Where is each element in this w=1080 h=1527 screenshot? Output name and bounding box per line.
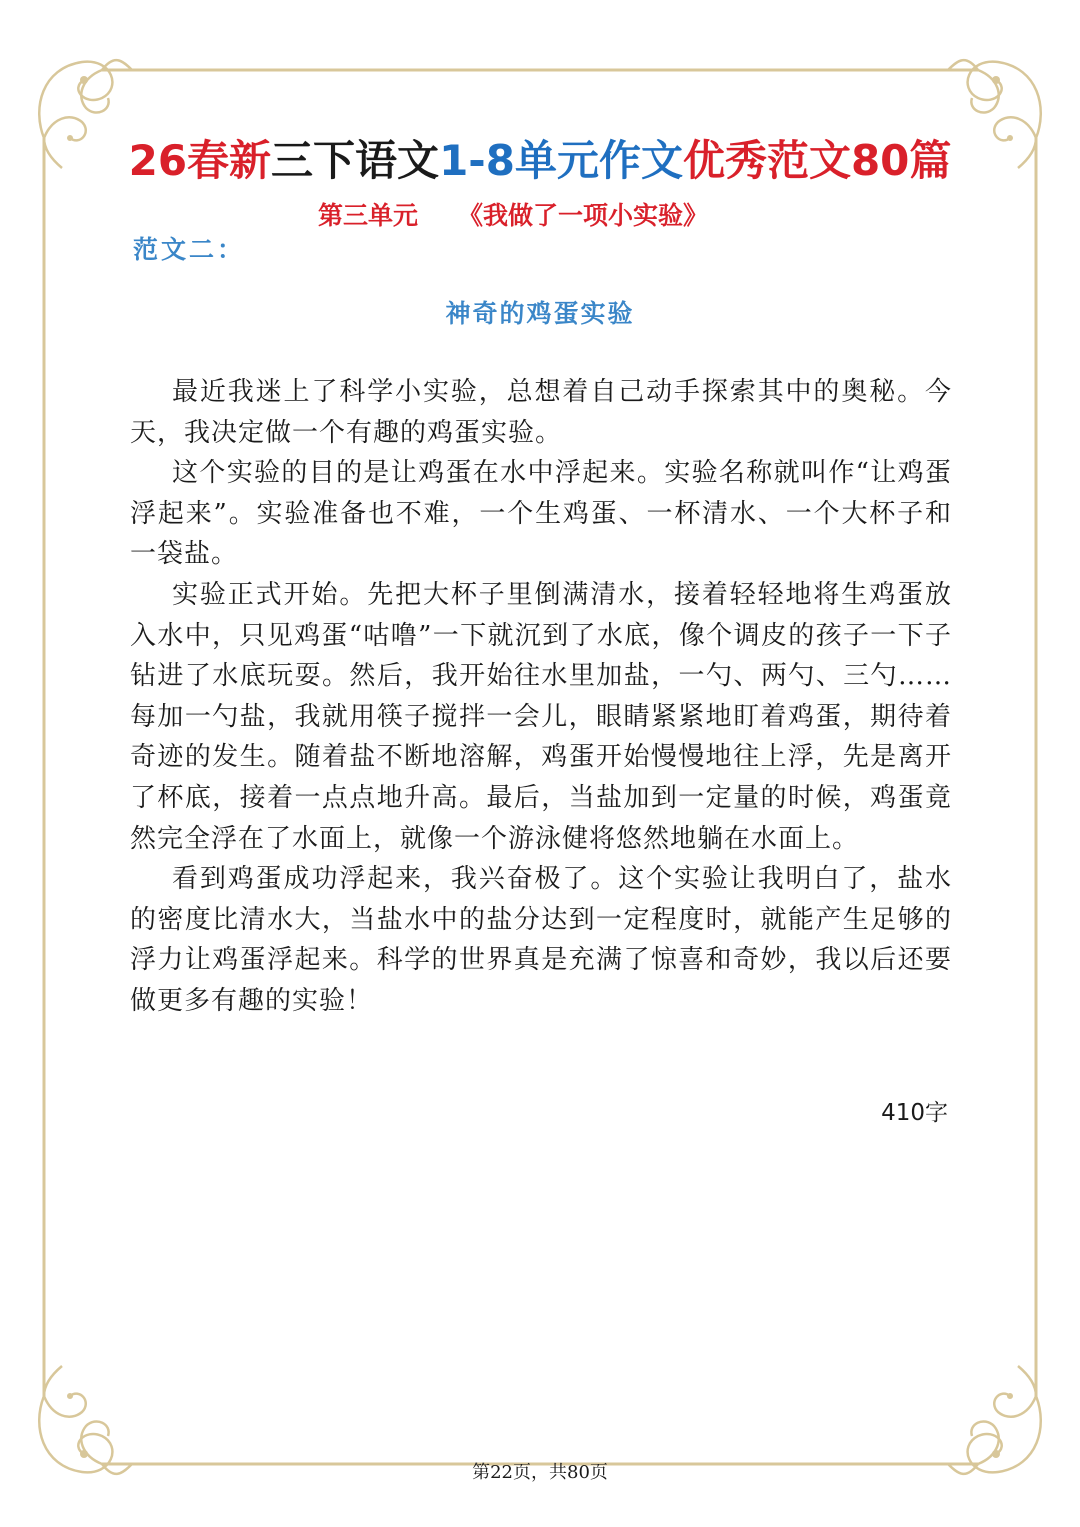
unit-subtitle [318,196,708,232]
unit-topic: 《我做了一项小实验》 [458,201,709,230]
title-part-3: 1-8单元作文 [439,136,683,185]
essay-paragraph: 实验正式开始。先把大杯子里倒满清水，接着轻轻地将生鸡蛋放入水中，只见鸡蛋“咕噜”一下就沉到了水底，像个调皮的孩子一下子钻进了水底玩耍。然后，我开始往水里加盐，一勺、两勺、三勺……每加一勺盐，我就用筷子搅拌一会儿，眼睛紧紧地盯着鸡蛋，期待着奇迹的发生。随着盐不断地溶解，鸡蛋开始慢慢地往上浮，先是离开了杯底，接着一点点地升高。最后，当盐加到一定量的时候，鸡蛋竟然完全浮在了水面上，就像一个游泳健将悠然地躺在水面上。 [130,579,952,854]
essay-paragraph: 这个实验的目的是让鸡蛋在水中浮起来。实验名称就叫作“让鸡蛋浮起来”。实验准备也不难，一个生鸡蛋、一杯清水、一个大杯子和一袋盐。 [130,458,952,570]
essay-paragraph: 最近我迷上了科学小实验，总想着自己动手探索其中的奥秘。今天，我决定做一个有趣的鸡蛋实验。 [130,377,952,448]
title-part-2: 三下语文 [271,136,440,185]
title-part-4: 优秀范文80篇 [682,136,952,185]
word-count: 410字 [881,1100,948,1126]
essay-body [130,372,952,1022]
essay-paragraph: 看到鸡蛋成功浮起来，我兴奋极了。这个实验让我明白了，盐水的密度比清水大，当盐水中的盐分达到一定程度时，就能产生足够的浮力让鸡蛋浮起来。科学的世界真是充满了惊喜和奇妙，我以后还要做更多有趣的实验！ [130,864,952,1016]
sample-label: 范文二： [133,235,246,264]
unit-name: 第三单元 [318,201,419,230]
page-number: 第22页，共80页 [472,1462,608,1483]
document-title [0,128,1080,188]
essay-title: 神奇的鸡蛋实验 [445,299,635,328]
title-part-1: 26春新 [128,136,272,185]
